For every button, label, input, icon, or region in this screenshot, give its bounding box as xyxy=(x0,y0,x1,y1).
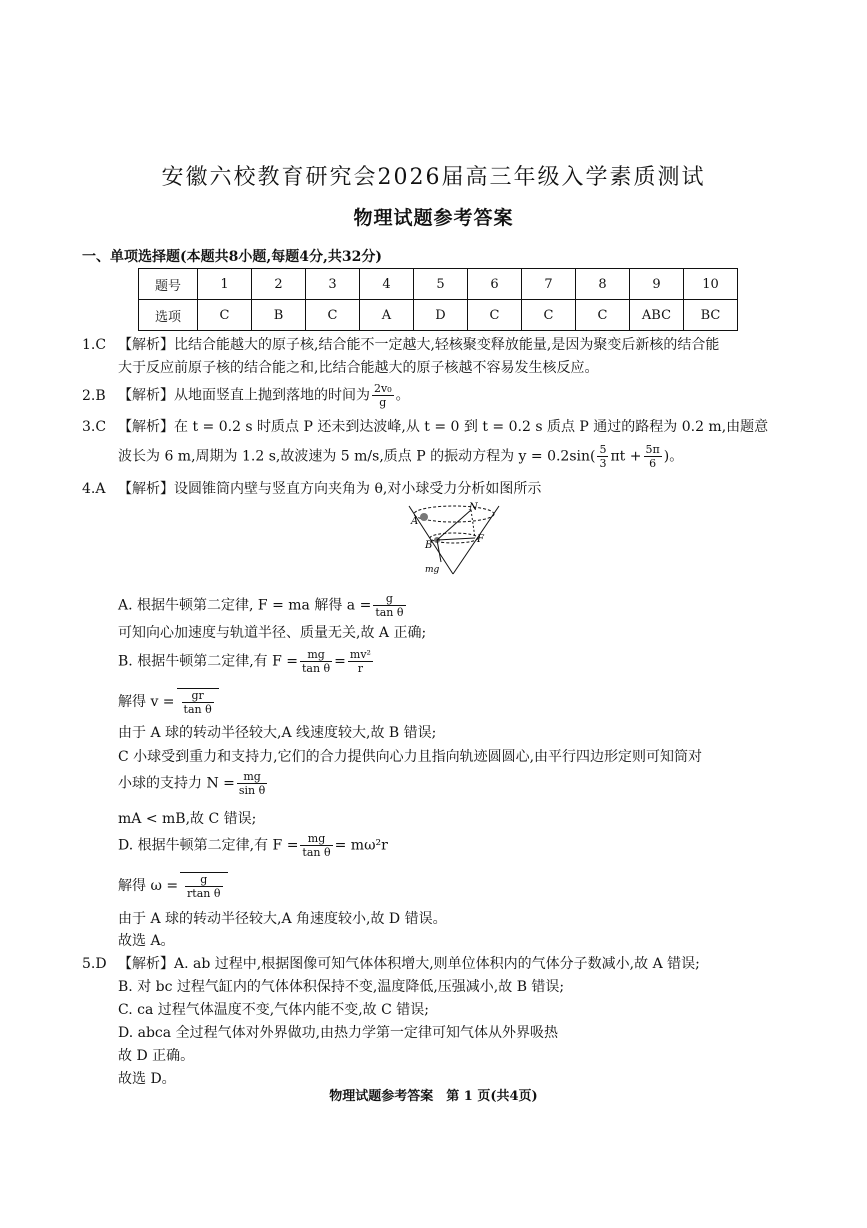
ball-a xyxy=(420,513,428,521)
fraction xyxy=(597,443,608,470)
denominator: g xyxy=(379,396,387,409)
denominator: tan θ xyxy=(302,846,331,859)
explanation-text: C 小球受到重力和支持力,它们的合力提供向心力且指向轨迹圆圆心,由平行四边形定则可知筒对 xyxy=(118,749,703,765)
page-title: 安徽六校教育研究会2026届高三年级入学素质测试 xyxy=(161,165,706,190)
square-root xyxy=(180,872,227,900)
numerator: mg xyxy=(300,648,332,662)
question-number-cell: 4 xyxy=(360,269,414,300)
answer-cell: D xyxy=(414,300,468,331)
formula-text: = xyxy=(334,653,346,670)
punctuation: 。 xyxy=(395,387,410,404)
explanation-text: 由于 A 球的转动半径较大,A 角速度较小,故 D 错误。 xyxy=(118,911,447,927)
conclusion-text: 故选 D。 xyxy=(118,1071,176,1087)
q4-option-d-solve xyxy=(118,872,228,900)
question-number-cell: 5 xyxy=(414,269,468,300)
question-number-cell: 10 xyxy=(684,269,738,300)
explanation-text: mA < mB,故 C 错误; xyxy=(118,811,257,827)
question-number-cell: 3 xyxy=(306,269,360,300)
label-mg: mg xyxy=(425,565,440,575)
section-heading: 一、单项选择题(本题共8小题,每题4分,共32分) xyxy=(82,249,382,265)
denominator: tan θ xyxy=(375,606,404,619)
numerator: 5 xyxy=(599,443,607,456)
question-number: 1.C xyxy=(82,337,107,353)
table-header-cell: 题号 xyxy=(139,269,198,300)
fraction xyxy=(348,648,373,675)
explanation-text: 解得 ω = xyxy=(118,878,179,894)
q5-explanation xyxy=(82,953,787,1091)
explanation-text: D. 根据牛顿第二定律,有 F = xyxy=(118,837,299,854)
denominator: tan θ xyxy=(301,662,331,675)
answer-cell: C xyxy=(576,300,630,331)
q3-explanation xyxy=(82,416,787,470)
force-n-vector xyxy=(437,510,471,540)
explanation-text: 【解析】从地面竖直上抛到落地的时间为 xyxy=(118,387,370,404)
fraction xyxy=(182,689,214,716)
numerator: 2v₀ xyxy=(374,382,392,395)
force-f-vector xyxy=(437,538,475,540)
answer-cell: C xyxy=(306,300,360,331)
label-f: F xyxy=(477,534,484,545)
answer-cell: BC xyxy=(684,300,738,331)
formula-text: πt + xyxy=(610,448,642,465)
label-a: A xyxy=(411,516,419,527)
explanation-text: 【解析】设圆锥筒内壁与竖直方向夹角为 θ,对小球受力分析如图所示 xyxy=(118,481,542,497)
question-number-cell: 6 xyxy=(468,269,522,300)
answer-cell: B xyxy=(252,300,306,331)
page-footer: 物理试题参考答案 第 1 页(共4页) xyxy=(329,1089,538,1104)
denominator: 3 xyxy=(599,457,607,470)
table-row xyxy=(139,269,738,300)
label-b: B xyxy=(425,540,433,551)
question-number-cell: 1 xyxy=(198,269,252,300)
answer-cell: C xyxy=(198,300,252,331)
explanation-text: 【解析】比结合能越大的原子核,结合能不一定越大,轻核聚变释放能量,是因为聚变后新核的结合能 xyxy=(118,337,720,353)
denominator: rtan θ xyxy=(187,887,221,900)
denominator: 6 xyxy=(649,457,657,470)
question-number-cell: 7 xyxy=(522,269,576,300)
explanation-text: B. 根据牛顿第二定律,有 F = xyxy=(118,653,298,670)
explanation-text: 故 D 正确。 xyxy=(118,1048,195,1064)
explanation-text: 大于反应前原子核的结合能之和,比结合能越大的原子核越不容易发生核反应。 xyxy=(118,360,599,376)
fraction xyxy=(300,832,332,859)
label-n: N xyxy=(469,502,478,513)
question-number-cell: 8 xyxy=(576,269,630,300)
cone-force-diagram xyxy=(405,500,505,582)
parallelogram-edge xyxy=(471,510,475,538)
denominator: r xyxy=(357,662,364,675)
page-subtitle: 物理试题参考答案 xyxy=(353,207,514,229)
fraction xyxy=(373,592,405,619)
denominator: tan θ xyxy=(183,703,212,716)
fraction xyxy=(300,648,332,675)
formula-text: )。 xyxy=(663,448,684,465)
explanation-text: 解得 v = xyxy=(118,694,175,710)
question-number-cell: 2 xyxy=(252,269,306,300)
question-number: 3.C xyxy=(82,419,107,435)
answer-cell: A xyxy=(360,300,414,331)
explanation-text: 【解析】A. ab 过程中,根据图像可知气体体积增大,则单位体积内的气体分子数减小,故 A 错误; xyxy=(118,956,700,972)
numerator: g xyxy=(185,873,222,887)
fraction xyxy=(372,382,394,409)
answer-cell: ABC xyxy=(630,300,684,331)
explanation-text: C. ca 过程气体温度不变,气体内能不变,故 C 错误; xyxy=(118,1002,429,1018)
explanation-text: 波长为 6 m,周期为 1.2 s,故波速为 5 m/s,质点 P 的振动方程为 y = 0.2sin( xyxy=(118,448,596,465)
fraction xyxy=(185,873,222,900)
cone-diagram-svg xyxy=(405,500,505,578)
q4-option-a xyxy=(118,592,408,619)
q4-option-d xyxy=(118,832,388,859)
fraction xyxy=(644,443,662,470)
question-number-cell: 9 xyxy=(630,269,684,300)
answer-cell: C xyxy=(468,300,522,331)
explanation-text: A. 根据牛顿第二定律, F = ma 解得 a = xyxy=(118,597,372,614)
table-row xyxy=(139,300,738,331)
answer-table xyxy=(138,268,738,331)
explanation-text: 小球的支持力 N = xyxy=(118,775,235,792)
q4-option-b-solve xyxy=(118,688,219,716)
explanation-text: 由于 A 球的转动半径较大,A 线速度较大,故 B 错误; xyxy=(118,725,437,741)
fraction xyxy=(237,770,267,797)
q1-explanation xyxy=(82,334,787,380)
square-root xyxy=(177,688,219,716)
explanation-text: D. abca 全过程气体对外界做功,由热力学第一定律可知气体从外界吸热 xyxy=(118,1025,559,1041)
numerator: 5π xyxy=(645,443,660,456)
numerator: mg xyxy=(237,770,267,784)
table-header-cell: 选项 xyxy=(139,300,198,331)
numerator: mv² xyxy=(349,648,371,661)
denominator: sin θ xyxy=(238,784,266,797)
q4-intro xyxy=(82,478,787,501)
numerator: g xyxy=(373,592,405,606)
conclusion-text: 故选 A。 xyxy=(118,933,175,949)
q4-option-c-support xyxy=(118,770,269,797)
question-number: 2.B xyxy=(82,387,106,404)
q4-option-b xyxy=(118,648,375,675)
numerator: mg xyxy=(300,832,332,846)
explanation-text: B. 对 bc 过程气缸内的气体体积保持不变,温度降低,压强减小,故 B 错误; xyxy=(118,979,565,995)
explanation-text: 可知向心加速度与轨道半径、质量无关,故 A 正确; xyxy=(118,625,427,641)
answer-cell: C xyxy=(522,300,576,331)
q2-explanation xyxy=(82,382,787,409)
numerator: gr xyxy=(182,689,214,703)
question-number: 4.A xyxy=(82,481,106,497)
question-number: 5.D xyxy=(82,956,107,972)
formula-text: = mω²r xyxy=(334,837,388,854)
explanation-text: 【解析】在 t = 0.2 s 时质点 P 还未到达波峰,从 t = 0 到 t = 0.2 s 质点 P 通过的路程为 0.2 m,由题意 xyxy=(118,419,769,435)
